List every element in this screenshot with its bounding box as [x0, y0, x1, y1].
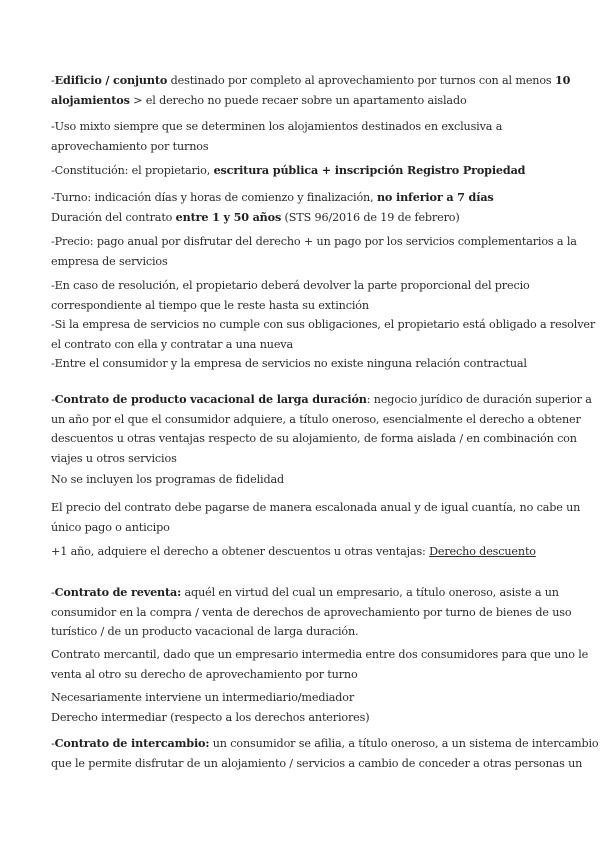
- text-run: destinado por completo al aprovechamiento por turnos con al menos: [167, 74, 555, 87]
- paragraph-uso-mixto: [51, 117, 561, 156]
- text-line: [51, 315, 596, 335]
- text-line: [51, 603, 572, 623]
- paragraph-contrato-intercambio: [51, 734, 599, 773]
- text-line: [51, 188, 561, 208]
- paragraph-producto-vacacional: [51, 390, 592, 468]
- bold-text-run: entre 1 y 50 años: [175, 209, 282, 224]
- paragraph-contrato-mercantil: [51, 645, 589, 684]
- text-line: [51, 470, 561, 490]
- paragraph-derecho-descuento: [51, 542, 561, 562]
- bold-text-run: Contrato de intercambio:: [54, 736, 210, 750]
- text-line: [51, 542, 561, 562]
- bold-text-run: Contrato de producto vacacional de larga duración: [54, 392, 367, 406]
- text-line: [51, 91, 561, 111]
- paragraph-intermediario: [51, 688, 561, 727]
- text-line: [51, 645, 589, 665]
- bold-text-run: alojamientos: [51, 92, 130, 107]
- text-run: -: [51, 737, 55, 750]
- text-line: [51, 518, 561, 538]
- underlined-text-run: Derecho descuento: [429, 545, 536, 558]
- text-run: un año por el que el consumidor adquiere, a título oneroso, esencialmente el derecho a obtener: [51, 412, 581, 426]
- text-run: -Constitución: el propietario,: [51, 164, 214, 177]
- text-line: [51, 622, 561, 642]
- text-line: [51, 252, 561, 272]
- text-line: [51, 137, 561, 157]
- text-run: -En caso de resolución, el propietario deberá devolver la parte proporcional del precio: [51, 279, 530, 292]
- text-run: -Uso mixto siempre que se determinen los alojamientos destinados en exclusiva a: [51, 120, 503, 133]
- text-run: que le permite disfrutar de un alojamiento / servicios a cambio de conceder a otras personas un: [51, 756, 583, 770]
- text-line: [51, 276, 561, 296]
- text-run: Derecho intermediar (respecto a los derechos anteriores): [51, 710, 370, 724]
- text-run: único pago o anticipo: [51, 520, 170, 534]
- text-run: : negocio jurídico de duración superior a: [366, 393, 592, 406]
- bold-text-run: Edificio / conjunto: [54, 73, 168, 87]
- text-run: Contrato mercantil, dado que un empresario intermedia entre dos consumidores para que uno le: [51, 648, 589, 661]
- text-run: -: [51, 393, 55, 406]
- paragraph-precio: [51, 232, 577, 271]
- text-run: aprovechamiento por turnos: [51, 139, 209, 153]
- text-line: [51, 161, 561, 181]
- paragraph-edificio-conjunto: [51, 71, 571, 110]
- bold-text-run: no inferior a 7 días: [376, 190, 494, 204]
- bold-text-run: Contrato de reventa:: [54, 585, 182, 599]
- paragraph-constitucion: [51, 161, 561, 181]
- text-line: [51, 232, 577, 252]
- text-run: Necesariamente interviene un intermediario/mediador: [51, 691, 355, 704]
- text-run: el contrato con ella y contratar a una nueva: [51, 337, 293, 351]
- text-line: [51, 208, 561, 228]
- text-run: turístico / de un producto vacacional de larga duración.: [51, 625, 359, 638]
- text-run: El precio del contrato debe pagarse de manera escalonada anual y de igual cuantía, no cabe un: [51, 501, 581, 514]
- text-run: viajes u otros servicios: [51, 451, 177, 465]
- paragraph-turno-duracion: [51, 188, 561, 227]
- text-line: [51, 296, 561, 316]
- text-run: consumidor en la compra / venta de derechos de aprovechamiento por turno de bienes de uso: [51, 605, 572, 619]
- text-line: [51, 734, 599, 754]
- text-run: -Entre el consumidor y la empresa de servicios no existe ninguna relación contractual: [51, 357, 527, 370]
- text-line: [51, 390, 592, 410]
- text-run: > el derecho no puede recaer sobre un apartamento aislado: [129, 93, 467, 107]
- text-run: Duración del contrato: [51, 210, 176, 224]
- text-run: -: [51, 586, 55, 599]
- text-run: descuentos u otras ventajas respecto de su alojamiento, de forma aislada / en combinación con: [51, 432, 577, 445]
- text-run: -Si la empresa de servicios no cumple con sus obligaciones, el propietario está obligado a resolver: [51, 318, 596, 331]
- text-line: [51, 583, 561, 603]
- paragraph-precio-escalonado: [51, 498, 581, 537]
- text-run: correspondiente al tiempo que le reste hasta su extinción: [51, 298, 369, 312]
- text-line: [51, 665, 561, 685]
- text-line: [51, 410, 581, 430]
- text-run: venta al otro su derecho de aprovechamiento por turno: [51, 667, 358, 681]
- paragraph-resolucion: [51, 276, 596, 374]
- text-line: [51, 754, 583, 774]
- text-line: [51, 449, 561, 469]
- text-line: [51, 708, 561, 728]
- text-run: -Precio: pago anual por disfrutar del derecho + un pago por los servicios complementarios a la: [51, 235, 577, 248]
- bold-text-run: 10: [554, 73, 571, 87]
- text-line: [51, 498, 581, 518]
- text-run: (STS 96/2016 de 19 de febrero): [281, 210, 460, 224]
- text-run: -: [51, 74, 55, 87]
- text-line: [51, 429, 577, 449]
- text-line: [51, 354, 561, 374]
- text-run: -Turno: indicación días y horas de comienzo y finalización,: [51, 191, 377, 204]
- text-run: No se incluyen los programas de fidelidad: [51, 473, 284, 486]
- paragraph-contrato-reventa: [51, 583, 572, 642]
- text-line: [51, 117, 561, 137]
- text-line: [51, 71, 571, 91]
- text-line: [51, 335, 561, 355]
- text-run: aquél en virtud del cual un empresario, a título oneroso, asiste a un: [181, 586, 559, 599]
- text-run: un consumidor se afilia, a título oneroso, a un sistema de intercambio: [209, 737, 599, 750]
- paragraph-fidelidad: [51, 470, 561, 490]
- bold-text-run: escritura pública + inscripción Registro Propiedad: [213, 163, 526, 177]
- text-run: empresa de servicios: [51, 254, 168, 268]
- text-run: +1 año, adquiere el derecho a obtener descuentos u otras ventajas:: [51, 545, 430, 558]
- text-line: [51, 688, 561, 708]
